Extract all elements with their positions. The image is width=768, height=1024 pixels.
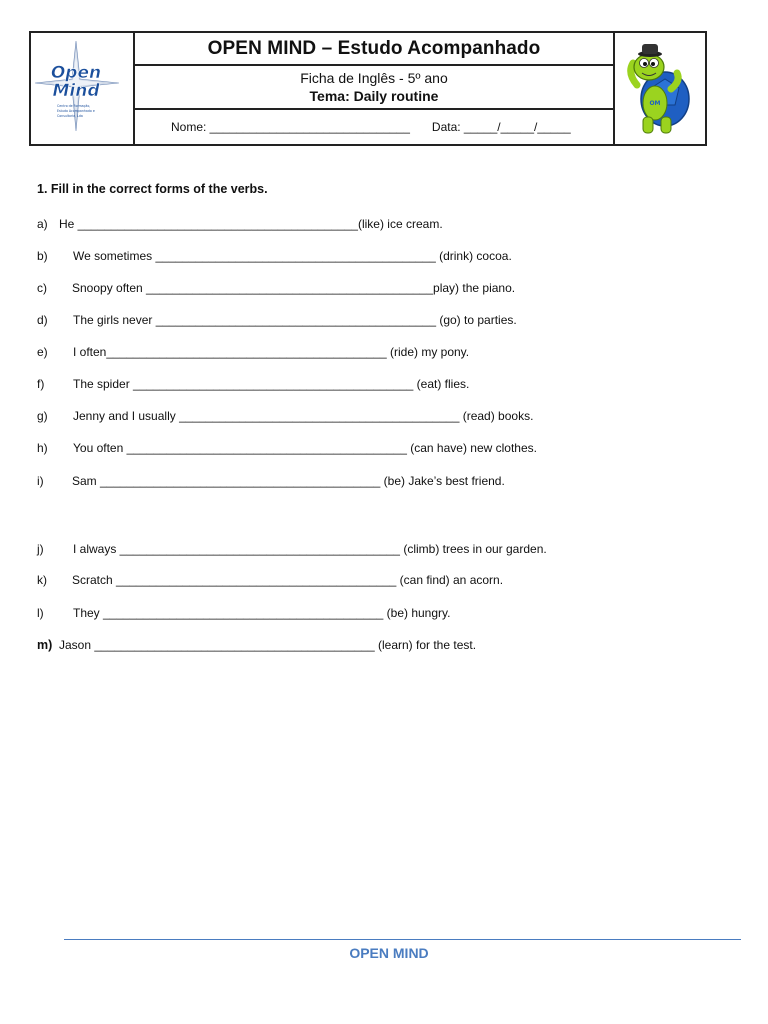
mascot-cell — [613, 33, 705, 144]
item-letter: c) — [37, 281, 47, 295]
item-letter: j) — [37, 542, 44, 556]
item-text[interactable]: The spider __________________________________________ (eat) flies. — [73, 377, 470, 391]
item-text[interactable]: Sam __________________________________________ (be) Jake’s best friend. — [72, 474, 505, 488]
item-letter: k) — [37, 573, 47, 587]
list-item — [37, 474, 505, 488]
open-mind-logo-icon — [31, 33, 131, 144]
item-text[interactable]: They __________________________________________ (be) hungry. — [73, 606, 451, 620]
list-item — [37, 606, 450, 620]
list-item — [37, 281, 515, 295]
item-letter: m) — [37, 638, 53, 652]
item-text[interactable]: He __________________________________________(like) ice cream. — [59, 217, 443, 231]
list-item — [37, 441, 537, 455]
item-text[interactable]: Snoopy often ___________________________________________play) the piano. — [72, 281, 516, 295]
item-text[interactable]: We sometimes __________________________________________ (drink) cocoa. — [73, 249, 512, 263]
item-text[interactable]: I always __________________________________________ (climb) trees in our garden. — [73, 542, 547, 556]
list-item — [37, 573, 503, 587]
subtitle-block — [135, 66, 613, 110]
footer-brand: OPEN MIND — [349, 945, 429, 961]
exercise-title: 1. Fill in the correct forms of the verbs. — [37, 182, 268, 196]
item-letter: f) — [37, 377, 45, 391]
list-item — [37, 217, 443, 231]
item-letter: e) — [37, 345, 48, 359]
worksheet-subtitle: Ficha de Inglês - 5º ano — [300, 70, 448, 86]
item-text[interactable]: You often __________________________________________ (can have) new clothes. — [73, 441, 537, 455]
item-letter: h) — [37, 441, 48, 455]
item-letter: g) — [37, 409, 48, 423]
logo-cell — [31, 33, 135, 144]
page-title: OPEN MIND – Estudo Acompanhado — [135, 33, 613, 66]
list-item — [37, 542, 547, 556]
list-item — [37, 313, 517, 327]
list-item — [37, 638, 476, 652]
item-letter: d) — [37, 313, 48, 327]
svg-text:Consultoria, Lda: Consultoria, Lda — [57, 114, 83, 118]
svg-text:OM: OM — [649, 100, 661, 107]
item-letter: b) — [37, 249, 48, 263]
item-text[interactable]: Jenny and I usually __________________________________________ (read) books. — [73, 409, 534, 423]
header-center — [135, 33, 613, 144]
logo-word-bottom: Mind — [52, 81, 100, 101]
turtle-mascot-icon — [615, 33, 703, 144]
svg-text:Estudo Acompanhado e: Estudo Acompanhado e — [57, 109, 95, 113]
logo-word-top: Open — [50, 63, 102, 83]
item-letter: l) — [37, 606, 44, 620]
name-field[interactable]: Nome: ______________________________ — [171, 120, 410, 134]
list-item — [37, 409, 533, 423]
item-text[interactable]: The girls never __________________________________________ (go) to parties. — [73, 313, 517, 327]
item-text[interactable]: Scratch __________________________________________ (can find) an acorn. — [72, 573, 504, 587]
header-table — [29, 31, 707, 146]
svg-text:Centro de Formação,: Centro de Formação, — [57, 104, 91, 108]
date-field[interactable]: Data: _____/_____/_____ — [431, 120, 571, 134]
item-letter: i) — [37, 474, 44, 488]
worksheet-theme: Tema: Daily routine — [309, 88, 439, 104]
item-letter: a) — [37, 217, 48, 231]
student-fields — [135, 110, 613, 144]
item-text[interactable]: Jason __________________________________________ (learn) for the test. — [59, 638, 477, 652]
list-item — [37, 345, 469, 359]
list-item — [37, 377, 469, 391]
list-item — [37, 249, 512, 263]
footer-divider — [64, 939, 741, 940]
item-text[interactable]: I often__________________________________________ (ride) my pony. — [73, 345, 470, 359]
